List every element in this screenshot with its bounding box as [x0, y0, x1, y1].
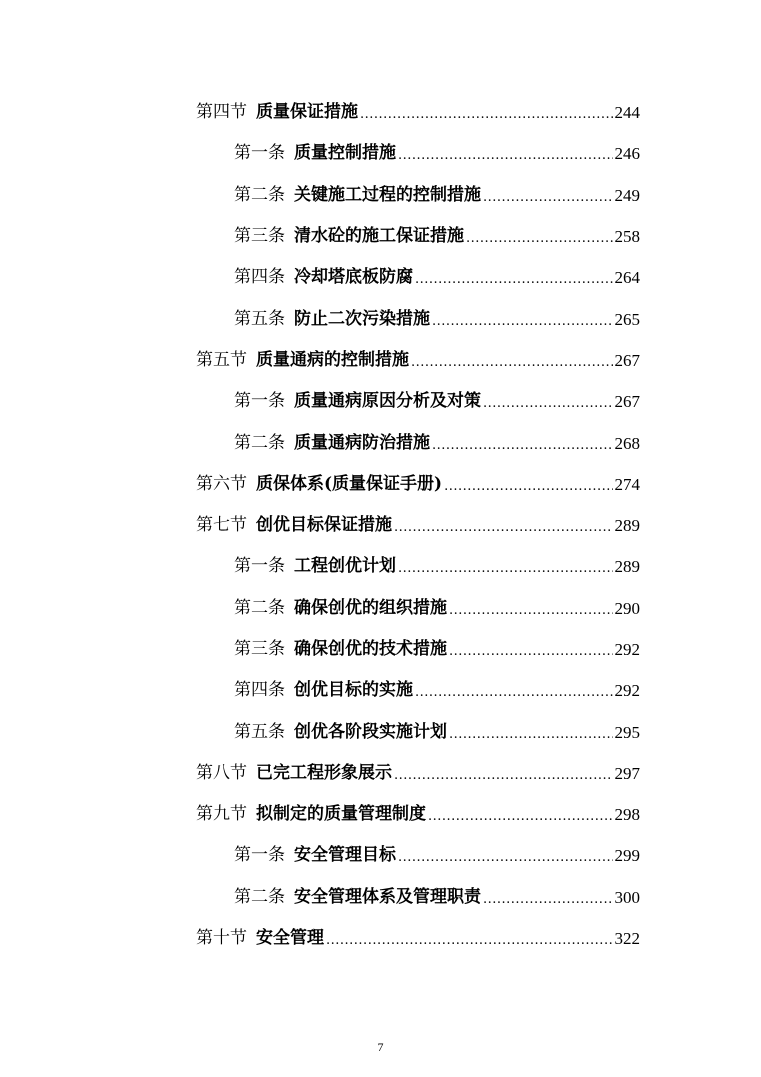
toc-entry[interactable] [0, 588, 761, 629]
toc-entry-page: 268 [614, 433, 640, 453]
toc-entry[interactable] [0, 505, 761, 546]
toc-entry-number: 第二条 [234, 597, 285, 618]
toc-entry-title: 质量通病防治措施 [294, 432, 430, 453]
toc-dot-leader [326, 934, 613, 947]
toc-entry-title: 质量保证措施 [256, 102, 358, 123]
toc-entry-title: 质量控制措施 [294, 143, 396, 164]
toc-entry-page: 274 [614, 474, 640, 494]
toc-entry-number: 第十节 [196, 928, 247, 949]
toc-entry[interactable] [0, 753, 761, 794]
toc-entry-page: 290 [614, 598, 640, 618]
toc-dot-leader [415, 686, 613, 699]
toc-dot-leader [483, 191, 613, 204]
toc-dot-leader [444, 480, 612, 493]
toc-entry-title: 关键施工过程的控制措施 [294, 184, 481, 205]
toc-entry-page: 292 [614, 640, 640, 659]
toc-entry-number: 第二条 [234, 184, 285, 205]
toc-dot-leader [483, 893, 613, 906]
toc-entry-page: 264 [614, 268, 640, 288]
toc-entry-number: 第八节 [196, 762, 247, 783]
toc-entry-page: 292 [614, 681, 640, 701]
toc-entry-number: 第九节 [196, 804, 247, 825]
toc-entry-page: 299 [614, 846, 640, 866]
toc-entry[interactable] [0, 918, 761, 959]
toc-dot-leader [411, 356, 613, 369]
toc-entry-title: 确保创优的技术措施 [294, 639, 447, 659]
toc-dot-leader [449, 604, 613, 617]
toc-entry-page: 289 [614, 557, 640, 577]
toc-entry-number: 第五节 [196, 349, 247, 370]
toc-entry-page: 298 [614, 805, 640, 825]
toc-entry-page: 267 [614, 350, 640, 370]
toc-entry[interactable] [0, 340, 761, 381]
toc-entry-page: 244 [614, 103, 640, 123]
toc-entry-title: 拟制定的质量管理制度 [256, 804, 426, 825]
toc-entry-number: 第七节 [196, 515, 247, 536]
toc-entry-number: 第三条 [234, 639, 285, 659]
toc-dot-leader [432, 439, 613, 452]
toc-dot-leader [449, 645, 613, 658]
toc-entry[interactable] [0, 711, 761, 752]
toc-dot-leader [415, 273, 613, 286]
toc-dot-leader [398, 562, 613, 575]
toc-entry[interactable] [0, 175, 761, 216]
toc-entry-title: 工程创优计划 [294, 556, 396, 577]
toc-entry-title: 质保体系(质量保证手册) [256, 473, 443, 494]
toc-entry-title: 创优目标的实施 [294, 680, 413, 701]
toc-entry-title: 安全管理目标 [294, 845, 396, 866]
toc-entry-title: 冷却塔底板防腐 [294, 267, 413, 288]
table-of-contents [0, 92, 761, 959]
toc-entry[interactable] [0, 298, 761, 339]
toc-entry-title: 防止二次污染措施 [294, 308, 430, 329]
toc-entry-page: 297 [614, 763, 640, 783]
toc-entry-title: 安全管理体系及管理职责 [294, 886, 481, 907]
toc-dot-leader [449, 728, 613, 741]
toc-dot-leader [483, 397, 613, 410]
toc-entry-page: 322 [614, 929, 640, 949]
toc-dot-leader [398, 851, 613, 864]
toc-entry[interactable] [0, 794, 761, 835]
toc-entry-title: 创优目标保证措施 [256, 515, 392, 536]
toc-entry[interactable] [0, 381, 761, 422]
toc-entry[interactable] [0, 835, 761, 876]
toc-entry[interactable] [0, 133, 761, 174]
toc-entry[interactable] [0, 629, 761, 670]
toc-entry-page: 300 [614, 887, 640, 907]
toc-entry-title: 已完工程形象展示 [256, 762, 392, 783]
toc-entry-page: 265 [614, 309, 640, 329]
toc-entry-number: 第一条 [234, 143, 285, 164]
toc-dot-leader [398, 149, 613, 162]
toc-dot-leader [428, 810, 613, 823]
toc-entry-page: 258 [614, 227, 640, 247]
toc-entry-page: 246 [614, 144, 640, 164]
toc-entry-page: 295 [614, 722, 640, 742]
toc-entry-page: 289 [614, 516, 640, 536]
toc-entry-title: 清水砼的施工保证措施 [294, 226, 464, 247]
toc-entry-number: 第三条 [234, 226, 285, 247]
toc-entry[interactable] [0, 670, 761, 711]
toc-entry-number: 第四条 [234, 267, 285, 288]
toc-entry-title: 确保创优的组织措施 [294, 597, 447, 618]
toc-entry-number: 第二条 [234, 886, 285, 907]
toc-entry-number: 第五条 [234, 308, 285, 329]
toc-entry[interactable] [0, 257, 761, 298]
toc-entry[interactable] [0, 546, 761, 587]
toc-entry[interactable] [0, 92, 761, 133]
toc-entry-number: 第五条 [234, 721, 285, 742]
toc-dot-leader [394, 769, 613, 782]
toc-dot-leader [360, 108, 613, 121]
toc-entry-number: 第四条 [234, 680, 285, 701]
toc-entry-page: 249 [614, 185, 640, 205]
toc-dot-leader [432, 315, 613, 328]
toc-entry-number: 第一条 [234, 556, 285, 577]
toc-dot-leader [394, 521, 613, 534]
toc-entry-number: 第一条 [234, 391, 285, 412]
toc-entry[interactable] [0, 464, 761, 505]
toc-entry-title: 质量通病的控制措施 [256, 349, 409, 370]
toc-entry-title: 创优各阶段实施计划 [294, 721, 447, 742]
toc-entry-page: 267 [614, 392, 640, 412]
toc-entry[interactable] [0, 422, 761, 463]
toc-entry[interactable] [0, 216, 761, 257]
toc-entry-number: 第四节 [196, 102, 247, 123]
toc-entry[interactable] [0, 877, 761, 918]
page-number: 7 [377, 1040, 384, 1054]
toc-dot-leader [466, 232, 613, 245]
toc-entry-number: 第六节 [196, 473, 247, 494]
toc-entry-title: 质量通病原因分析及对策 [294, 391, 481, 412]
toc-entry-number: 第二条 [234, 432, 285, 453]
toc-entry-number: 第一条 [234, 845, 285, 866]
toc-entry-title: 安全管理 [256, 928, 324, 949]
